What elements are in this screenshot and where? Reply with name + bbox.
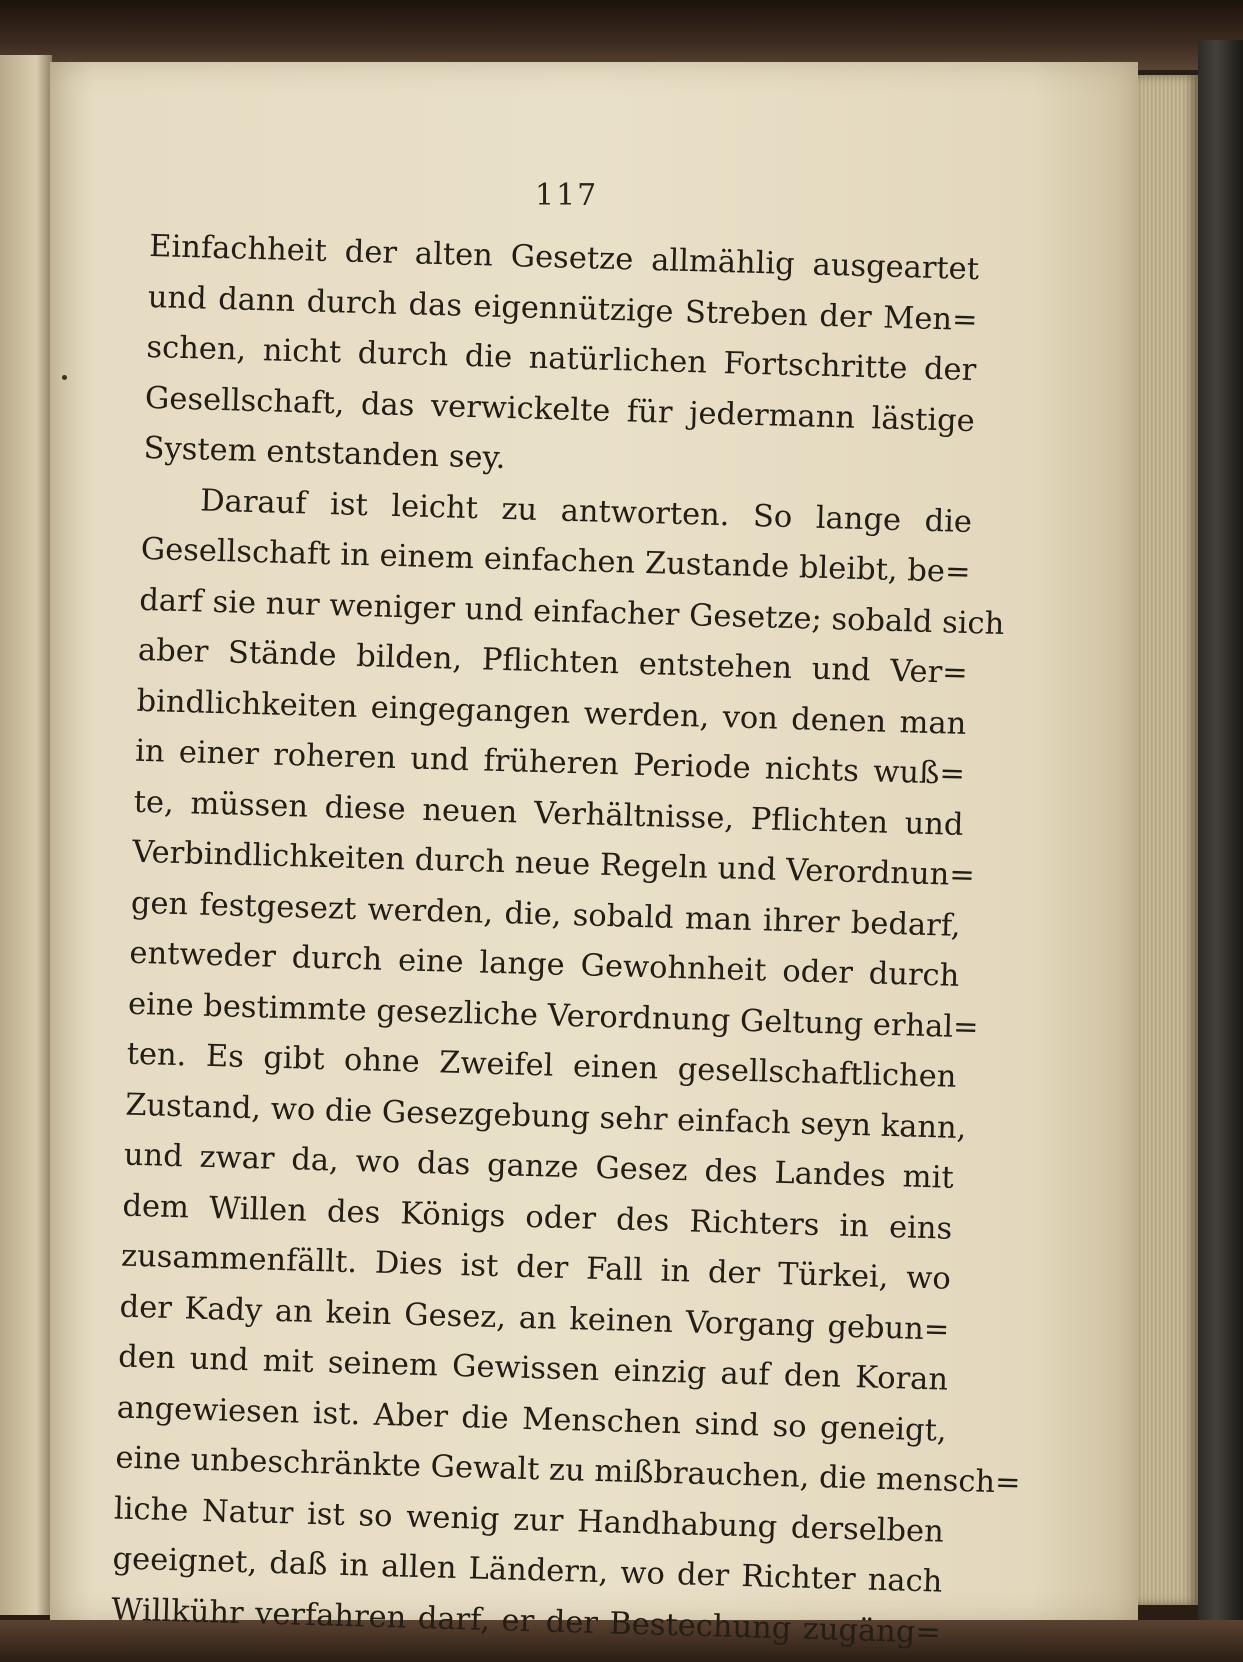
ink-dot [62, 375, 67, 380]
text-line: angewiesen ist. Aber die Menschen sind so geneigt, [116, 1390, 948, 1449]
text-line: Darauf ist leicht zu antworten. So lange die [199, 483, 973, 540]
page-number: 117 [535, 178, 599, 213]
text-line: Gesellschaft, das verwickelte für jedermann lästige [144, 380, 976, 439]
text-line: schen, nicht durch die natürlichen Fortschritte der [146, 329, 977, 389]
text-line: Gesellschaft in einem einfachen Zustande bleibt, be= [140, 531, 972, 591]
text-line: bindlichkeiten eingegangen werden, von denen man [136, 683, 967, 742]
text-line: dem Willen des Königs oder des Richters in eins [122, 1188, 953, 1247]
text-line: eine unbeschränkte Gewalt zu mißbrauchen, die mensch= [114, 1440, 1022, 1501]
page-text [110, 222, 1022, 1659]
text-line: ten. Es gibt ohne Zweifel einen gesellschaftlichen [126, 1036, 957, 1095]
page-stack-edge [1138, 75, 1198, 1605]
text-line: System entstanden sey. [143, 430, 506, 477]
text-line: Willkühr verfahren darf, er der Bestechung zugäng= [110, 1591, 942, 1651]
text-line: und dann durch das eigennützige Streben der Men= [147, 279, 979, 338]
text-line: darf sie nur weniger und einfacher Gesetze; sobald sich [138, 582, 1005, 642]
paragraph-2 [110, 474, 1022, 1658]
book-cover-edge [1198, 40, 1243, 1662]
text-line: Einfachheit der alten Gesetze allmählig ausgeartet [148, 228, 980, 288]
book-top-edge [0, 0, 1243, 70]
text-line: den und mit seinem Gewissen einzig auf den Koran [117, 1339, 949, 1398]
text-line: in einer roheren und früheren Periode nichts wuß= [134, 733, 966, 792]
text-line: Zustand, wo die Gesezgebung sehr einfach seyn kann, [124, 1087, 967, 1146]
paragraph-1 [143, 222, 980, 498]
text-line: der Kady an kein Gesez, an keinen Vorgang gebun= [119, 1289, 950, 1348]
text-line: eine bestimmte gesezliche Verordnung Geltung erhal= [127, 986, 980, 1045]
left-page-edge [0, 55, 52, 1615]
text-line: liche Natur ist so wenig zur Handhabung derselben [113, 1491, 945, 1550]
text-line: gen festgesezt werden, die, sobald man ihrer bedarf, [130, 885, 962, 944]
text-line: entweder durch eine lange Gewohnheit oder durch [129, 935, 960, 994]
text-line: te, müssen diese neuen Verhältnisse, Pflichten und [133, 784, 964, 843]
text-line: und zwar da, wo das ganze Gesez des Landes mit [123, 1137, 955, 1196]
text-line: zusammenfällt. Dies ist der Fall in der Türkei, wo [120, 1238, 952, 1297]
text-line: geeignet, daß in allen Ländern, wo der Richter nach [112, 1541, 943, 1600]
text-line: aber Stände bilden, Pflichten entstehen und Ver= [137, 632, 969, 692]
text-line: Verbindlichkeiten durch neue Regeln und Verordnun= [131, 834, 976, 894]
